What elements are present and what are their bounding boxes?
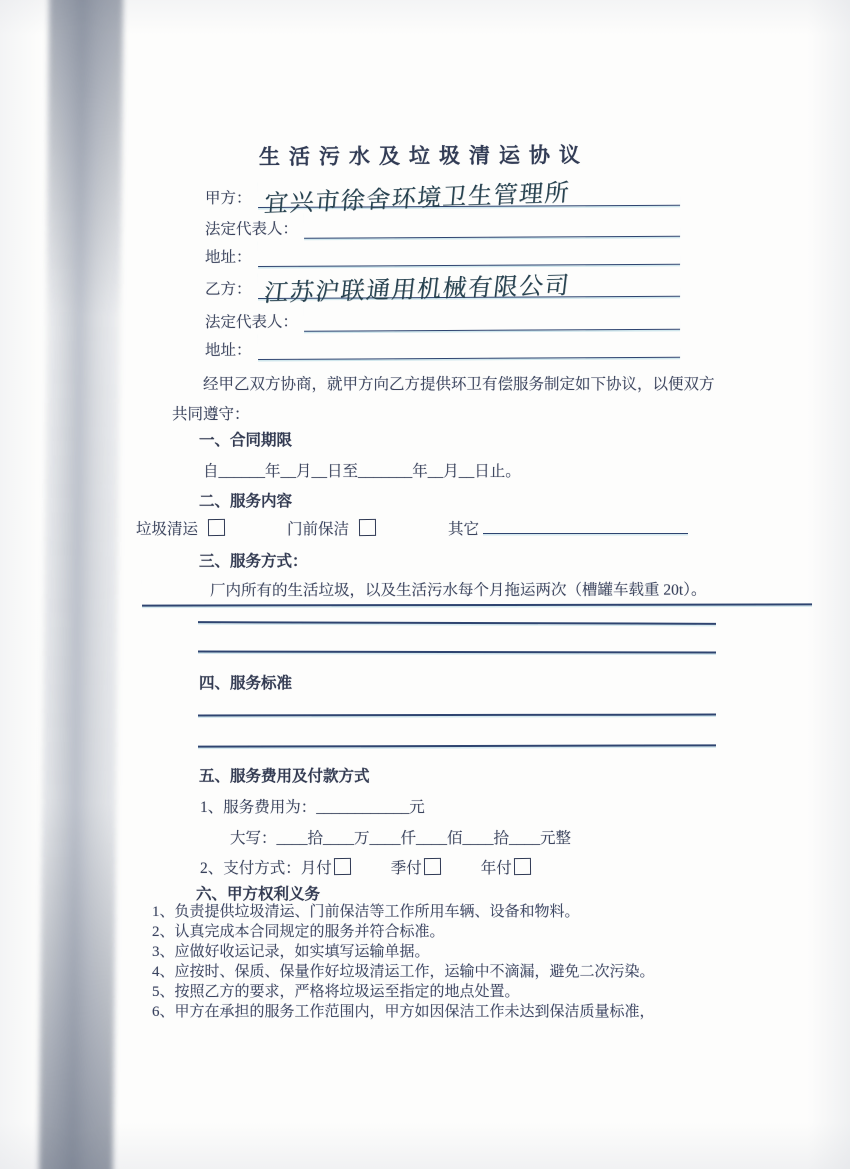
- payment-method-label: 2、支付方式：: [200, 860, 301, 877]
- section-heading-fees: 五、服务费用及付款方式: [199, 768, 370, 785]
- obligations-list: [152, 903, 752, 1022]
- obligation-item-4: 4、应按时、保质、保量作好垃圾清运工作，运输中不滴漏，避免二次污染。: [152, 963, 655, 980]
- service-option-other-label: 其它: [448, 521, 480, 538]
- pay-option-yearly-label: 年付: [480, 860, 512, 877]
- pay-option-monthly-label: 月付: [300, 860, 332, 877]
- checkbox-door-cleaning: [359, 519, 376, 536]
- field-label-party-b: 乙方：: [204, 280, 252, 298]
- preamble-line-1: 经甲乙双方协商，就甲方向乙方提供环卫有偿服务制定如下协议，以便双方: [203, 376, 715, 393]
- service-method-filled-line: 厂内所有的生活垃圾，以及生活污水每个月拖运两次（槽罐车载重 20t）。: [142, 577, 812, 606]
- obligation-item-3: 3、应做好收运记录，如实填写运输单据。: [152, 943, 430, 960]
- service-content-row: [136, 517, 688, 539]
- page-binding-shadow: [39, 0, 124, 1169]
- section-heading-service-method: 三、服务方式：: [199, 553, 308, 570]
- field-label-legal-rep-b: 法定代表人：: [204, 313, 299, 331]
- fee-capital-line: 大写：____拾____万____仟____佰____拾____元整: [230, 830, 572, 847]
- preamble: [172, 370, 746, 430]
- obligation-item-2: 2、认真完成本合同规定的服务并符合标准。: [152, 923, 445, 940]
- blank-rule-line: [198, 650, 716, 653]
- term-fill-line: 自______年__月__日至_______年__月__日止。: [203, 463, 521, 480]
- section-heading-service-standard: 四、服务标准: [199, 675, 293, 692]
- field-blank-line: [257, 179, 680, 218]
- field-blank-line: [304, 210, 680, 239]
- section-heading-party-a-obligations: 六、甲方权利义务: [196, 886, 321, 903]
- field-row-party-b: [204, 271, 680, 308]
- pay-option-quarterly-label: 季付: [390, 860, 422, 877]
- section-heading-service-content: 二、服务内容: [199, 493, 293, 510]
- obligation-item-1: 1、负责提供垃圾清运、门前保洁等工作所用车辆、设备和物料。: [152, 904, 580, 920]
- field-blank-line: [257, 270, 680, 308]
- blank-rule-line: [198, 621, 716, 625]
- field-row-address-b: [205, 332, 680, 360]
- field-blank-line: [304, 303, 680, 332]
- service-option-garbage: [136, 517, 225, 539]
- blank-rule-line: [198, 744, 716, 747]
- field-row-legal-rep-a: [205, 211, 680, 239]
- payment-method-row: [200, 856, 531, 878]
- field-label-legal-rep-a: 法定代表人：: [204, 220, 299, 238]
- fee-amount-line: 1、服务费用为：____________元: [200, 799, 425, 816]
- field-row-address-a: [205, 239, 680, 267]
- field-row-legal-rep-b: [205, 304, 680, 332]
- checkbox-garbage-removal: [208, 519, 225, 536]
- preamble-line-2: 共同遵守：: [172, 406, 250, 423]
- blank-rule-line: [198, 714, 716, 717]
- service-option-door-cleaning-label: 门前保洁: [287, 521, 350, 538]
- checkbox-pay-quarterly: [424, 858, 441, 875]
- field-row-party-a: [204, 180, 680, 218]
- service-option-garbage-label: 垃圾清运: [136, 521, 199, 538]
- page-title: 生活污水及垃圾清运协议: [258, 142, 590, 170]
- field-label-address-a: 地址：: [204, 248, 252, 266]
- field-blank-line: [257, 331, 680, 360]
- field-label-address-b: 地址：: [204, 341, 252, 359]
- obligation-item-5: 5、按照乙方的要求，严格将垃圾运至指定的地点处置。: [152, 983, 520, 1000]
- handwritten-party-b-value: 江苏沪联通用机械有限公司: [262, 273, 571, 308]
- field-label-party-a: 甲方：: [204, 189, 252, 207]
- service-option-door-cleaning: [287, 517, 376, 539]
- obligation-item-6: 6、甲方在承担的服务工作范围内，甲方如因保洁工作未达到保洁质量标准，: [152, 1003, 655, 1020]
- handwritten-party-a-value: 宜兴市徐舍环境卫生管理所: [262, 180, 571, 218]
- checkbox-pay-yearly: [514, 858, 531, 875]
- service-option-other: [448, 517, 688, 539]
- section-heading-term: 一、合同期限: [199, 432, 293, 449]
- field-blank-line: [257, 238, 680, 267]
- checkbox-pay-monthly: [334, 858, 351, 875]
- other-blank-line: [483, 519, 688, 534]
